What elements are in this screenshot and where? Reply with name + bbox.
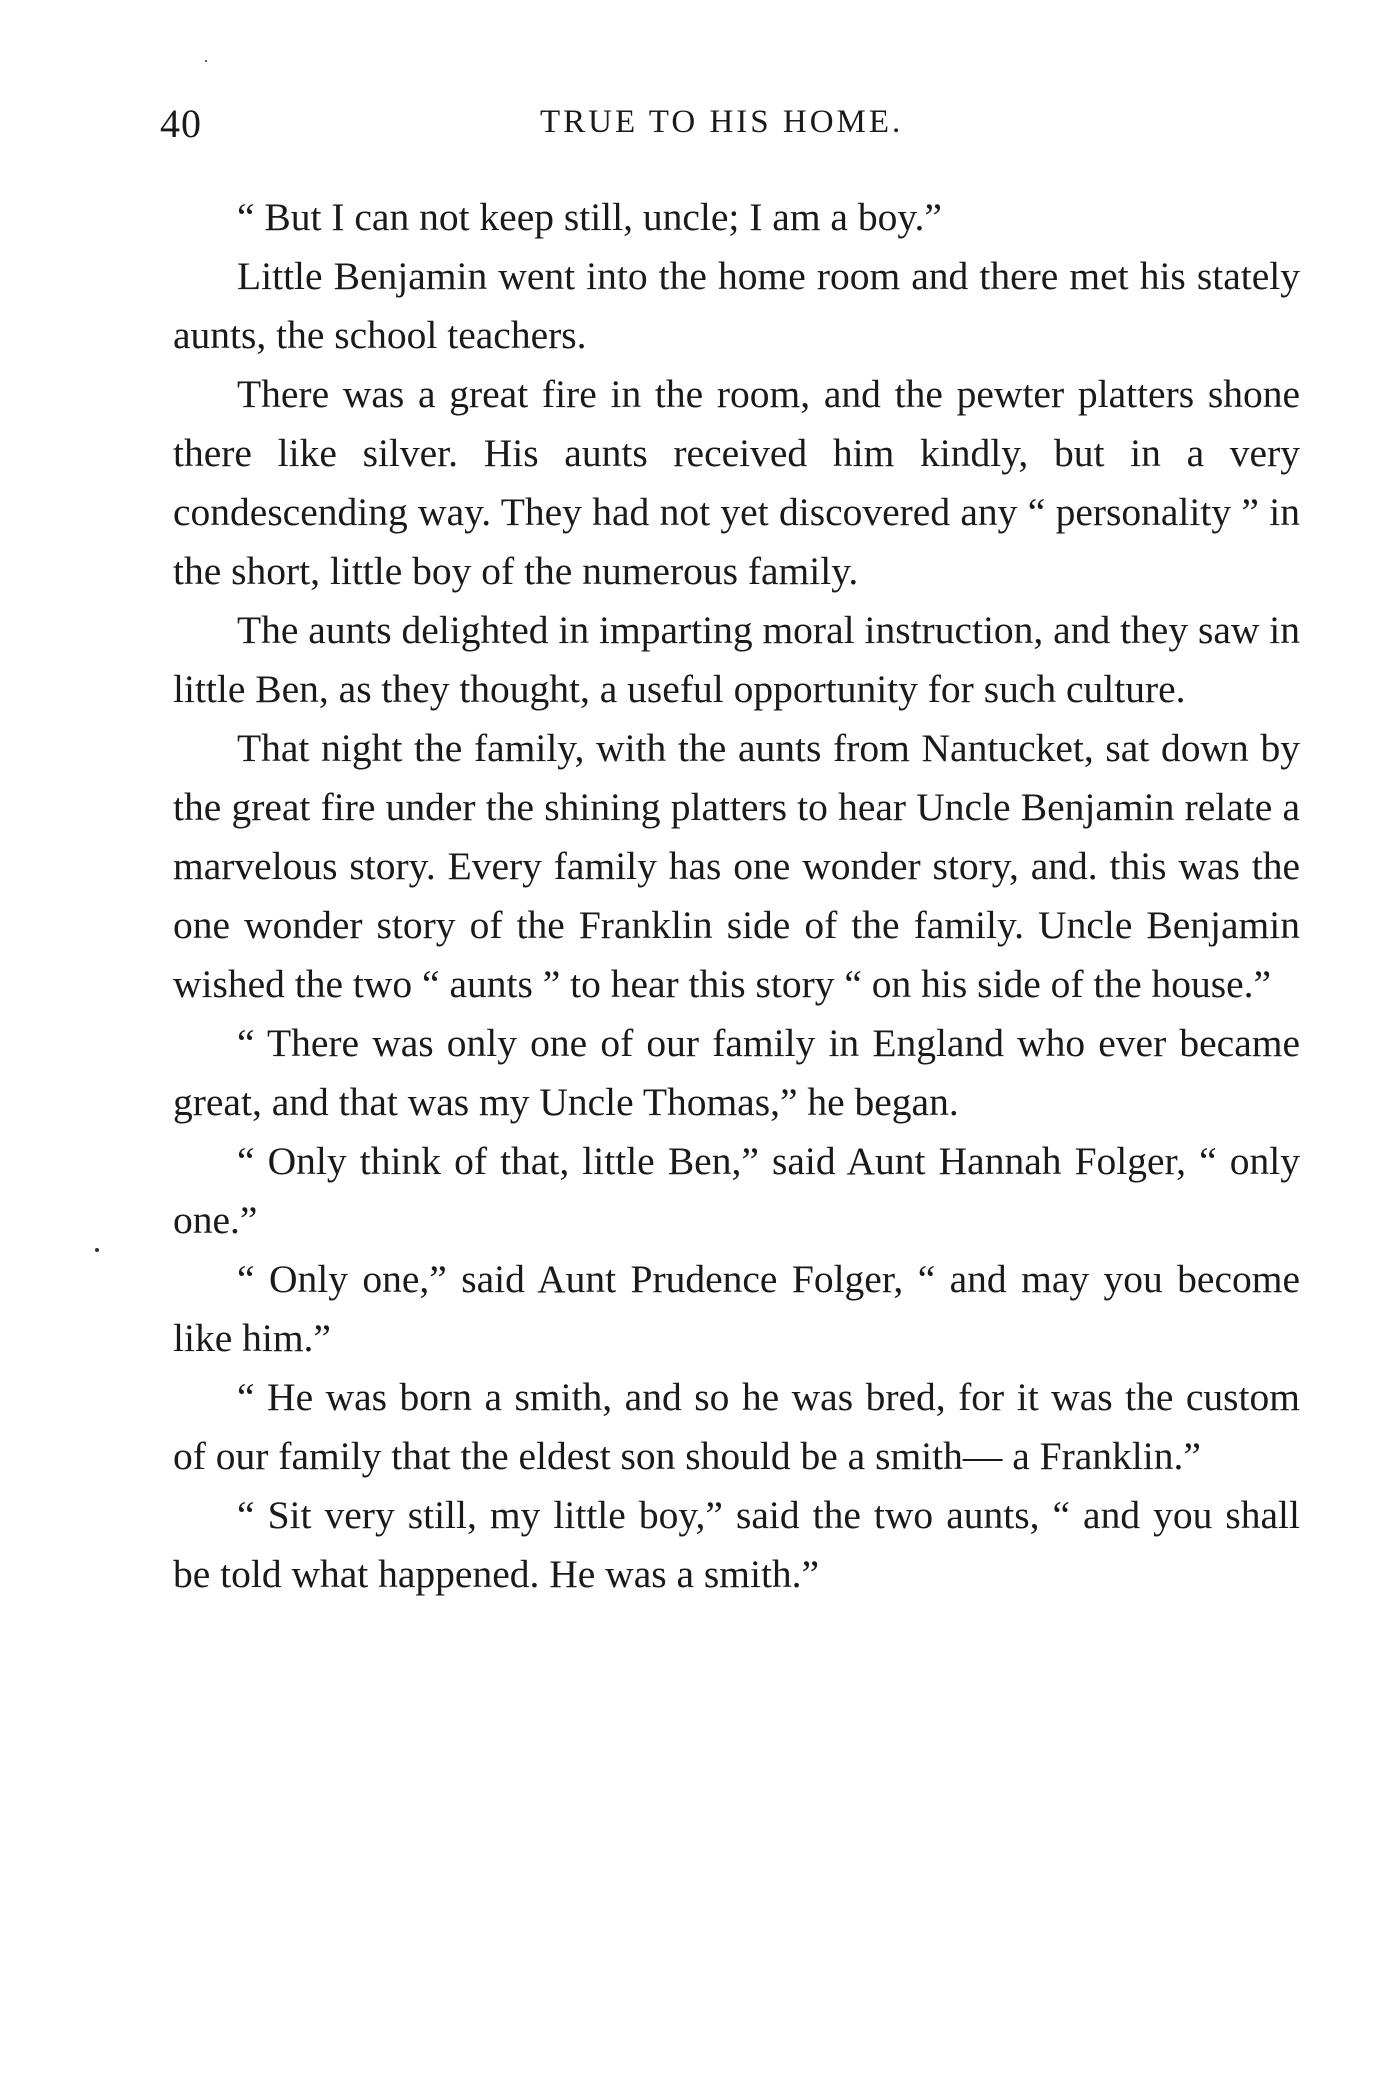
paragraph: That night the family, with the aunts from Nantucket, sat down by the great fire under the shining platters to hear Uncle Benjamin relate a marvelous story. Every family has one wonder story, and. this was the one wonder story of the Franklin side of the family. Uncle Benjamin wished the two “ aunts ” to hear this story “ on his side of the house.” (173, 726, 1300, 1006)
paragraph: The aunts delighted in imparting moral instruction, and they saw in little Ben, as they thought, a useful opportunity for such culture. (173, 608, 1300, 711)
paragraph: “ Sit very still, my little boy,” said the two aunts, “ and you shall be told what happened. He was a smith.” (173, 1493, 1300, 1596)
paragraph: “ There was only one of our family in England who ever became great, and that was my Uncle Thomas,” he began. (173, 1021, 1300, 1124)
body-text (173, 188, 1300, 1604)
paragraph: Little Benjamin went into the home room and there met his stately aunts, the school teachers. (173, 254, 1300, 357)
paragraph: There was a great fire in the room, and the pewter platters shone there like silver. His aunts received him kindly, but in a very condescending way. They had not yet discovered any “ personality ” in the short, little boy of the numerous family. (173, 372, 1300, 593)
page-number: 40 (160, 101, 202, 146)
paragraph: “ He was born a smith, and so he was bred, for it was the custom of our family that the eldest son should be a smith— a Franklin.” (173, 1375, 1300, 1478)
paper-speck (95, 1248, 99, 1252)
paper-speck (205, 60, 207, 62)
paragraph: “ Only one,” said Aunt Prudence Folger, “ and may you become like him.” (173, 1257, 1300, 1360)
paragraph: “ Only think of that, little Ben,” said Aunt Hannah Folger, “ only one.” (173, 1139, 1300, 1242)
paragraph: “ But I can not keep still, uncle; I am a boy.” (237, 195, 942, 239)
page-header (160, 100, 1300, 160)
running-title: TRUE TO HIS HOME. (540, 104, 904, 140)
